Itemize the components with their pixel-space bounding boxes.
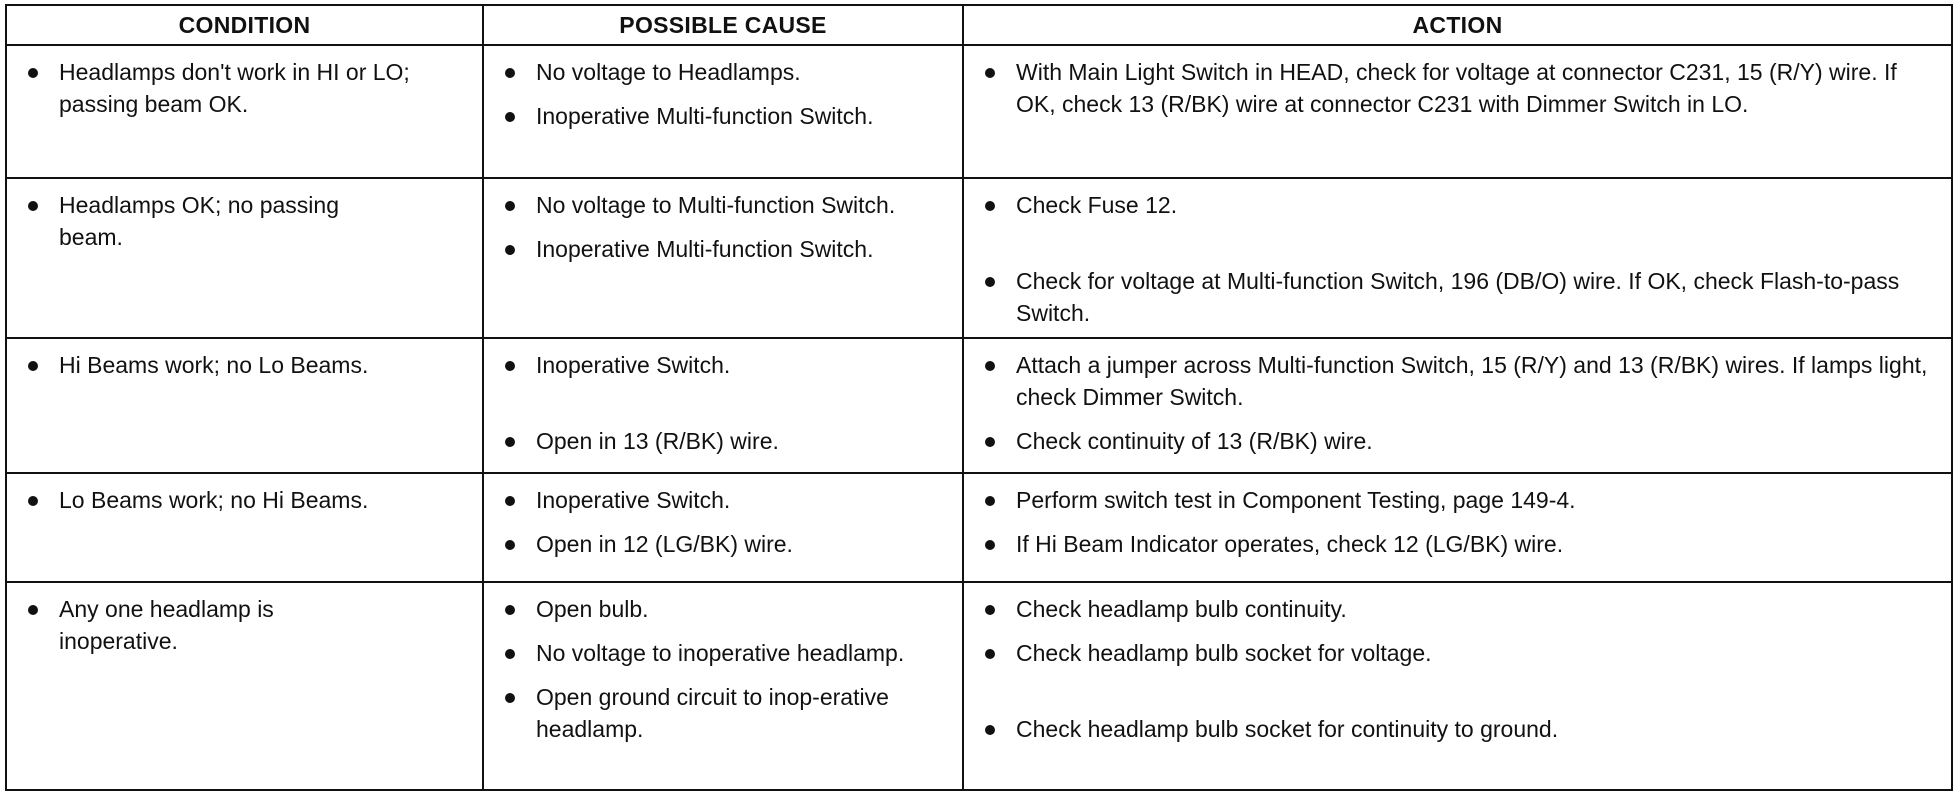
condition-item: Headlamps OK; no passing beam. (17, 189, 470, 253)
header-row (6, 5, 1952, 45)
cause-cell (483, 473, 963, 582)
cause-item: Open ground circuit to inop-erative headlamp. (494, 681, 950, 745)
cause-item: No voltage to inoperative headlamp. (494, 637, 950, 669)
condition-cell (6, 178, 483, 338)
table-row (6, 582, 1952, 790)
cause-item: No voltage to Headlamps. (494, 56, 950, 88)
action-cell (963, 582, 1952, 790)
cause-item: Inoperative Switch. (494, 349, 950, 381)
action-item: If Hi Beam Indicator operates, check 12 (LG/BK) wire. (974, 528, 1939, 560)
condition-cell (6, 338, 483, 473)
action-item: Check headlamp bulb continuity. (974, 593, 1939, 625)
action-cell (963, 45, 1952, 178)
cause-cell (483, 338, 963, 473)
table-row (6, 178, 1952, 338)
cause-cell (483, 582, 963, 790)
condition-item: Headlamps don't work in HI or LO; passing beam OK. (17, 56, 470, 120)
cause-item: Open bulb. (494, 593, 950, 625)
diagnosis-table-page (5, 4, 1951, 762)
cause-cell (483, 178, 963, 338)
header-condition: CONDITION (6, 5, 483, 45)
table-row (6, 338, 1952, 473)
action-cell (963, 473, 1952, 582)
cause-item: Inoperative Multi-function Switch. (494, 233, 950, 265)
condition-item: Any one headlamp is inoperative. (17, 593, 470, 657)
condition-cell (6, 582, 483, 790)
action-cell (963, 338, 1952, 473)
action-cell (963, 178, 1952, 338)
action-item: Check headlamp bulb socket for continuity to ground. (974, 713, 1939, 745)
header-action: ACTION (963, 5, 1952, 45)
cause-item: Open in 12 (LG/BK) wire. (494, 528, 950, 560)
condition-cell (6, 473, 483, 582)
cause-item: No voltage to Multi-function Switch. (494, 189, 950, 221)
action-item: Perform switch test in Component Testing, page 149-4. (974, 484, 1939, 516)
cause-cell (483, 45, 963, 178)
cause-item: Inoperative Multi-function Switch. (494, 100, 950, 132)
condition-cell (6, 45, 483, 178)
action-item: Check headlamp bulb socket for voltage. (974, 637, 1939, 669)
condition-item: Hi Beams work; no Lo Beams. (17, 349, 470, 381)
action-item: Check for voltage at Multi-function Switch, 196 (DB/O) wire. If OK, check Flash-to-pass Switch. (974, 265, 1939, 329)
action-item: Check continuity of 13 (R/BK) wire. (974, 425, 1939, 457)
action-item: Check Fuse 12. (974, 189, 1939, 221)
table-row (6, 473, 1952, 582)
cause-item: Inoperative Switch. (494, 484, 950, 516)
condition-item: Lo Beams work; no Hi Beams. (17, 484, 470, 516)
action-item: With Main Light Switch in HEAD, check for voltage at connector C231, 15 (R/Y) wire. If OK, check 13 (R/BK) wire at connector C231 with Dimmer Switch in LO. (974, 56, 1939, 120)
table-row (6, 45, 1952, 178)
header-possible-cause: POSSIBLE CAUSE (483, 5, 963, 45)
cause-item: Open in 13 (R/BK) wire. (494, 425, 950, 457)
diagnosis-table (5, 4, 1953, 791)
action-item: Attach a jumper across Multi-function Switch, 15 (R/Y) and 13 (R/BK) wires. If lamps light, check Dimmer Switch. (974, 349, 1939, 413)
